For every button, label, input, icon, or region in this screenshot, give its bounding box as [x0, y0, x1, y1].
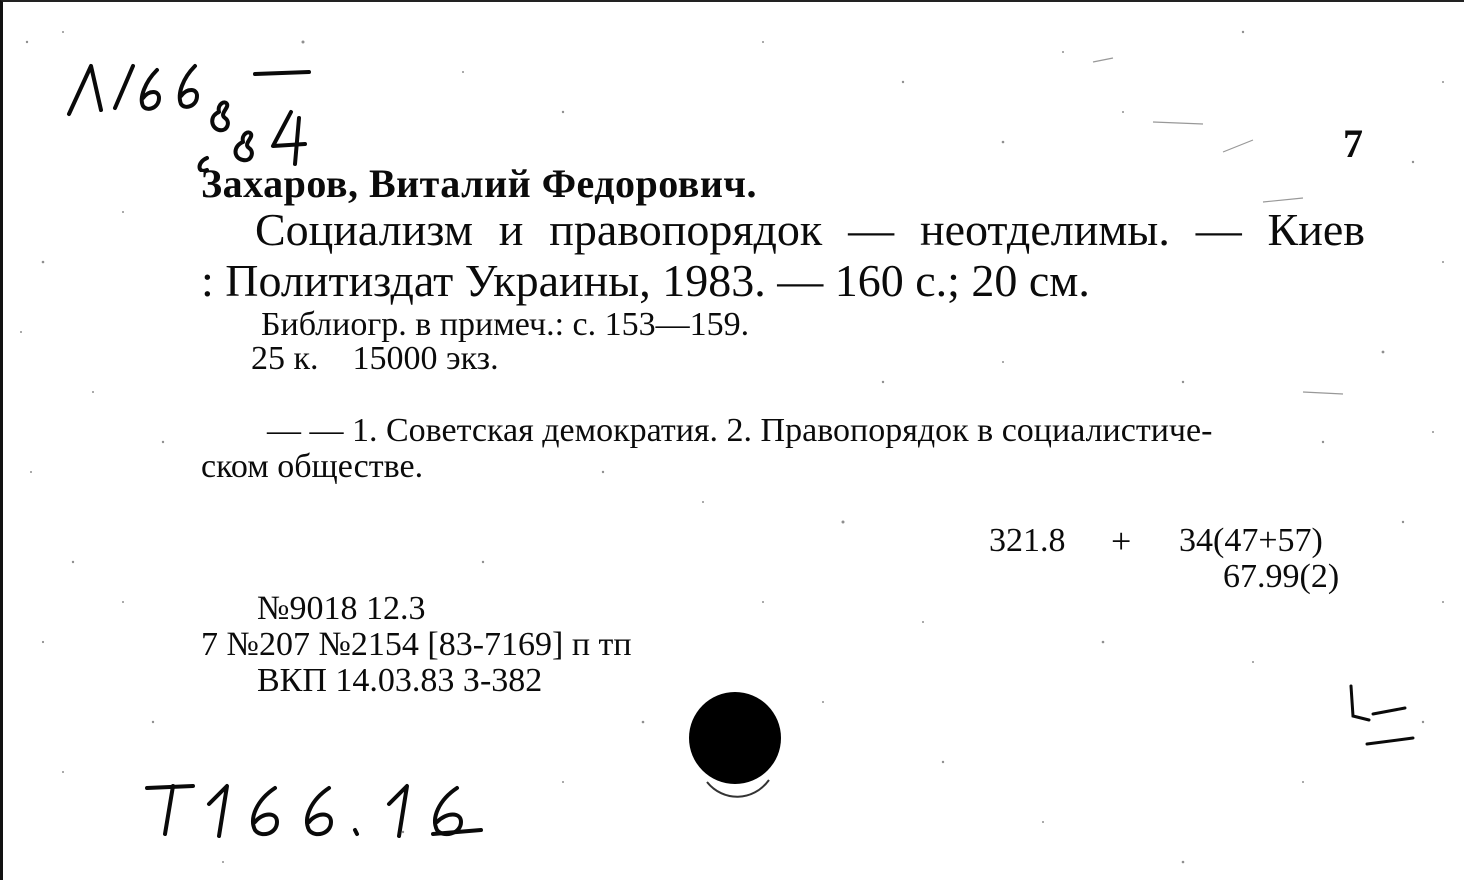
punch-hole-shadow: [703, 772, 773, 808]
handwritten-inventory-number: [59, 52, 329, 172]
title-line-2: : Политиздат Украины, 1983. — 160 с.; 20 см.: [201, 255, 1090, 306]
classification-code-2: 67.99(2): [1223, 558, 1340, 595]
subjects-line-1: — — 1. Советская демократия. 2. Правопорядок в социалистиче-: [267, 412, 1213, 449]
handwritten-shelfmark: [143, 778, 493, 848]
punch-hole: [689, 692, 781, 784]
handwritten-corner-mark: [1343, 682, 1423, 752]
footer-line-1: №9018 12.3: [257, 590, 426, 627]
price-and-print-run: 25 к. 15000 экз.: [251, 340, 499, 377]
card-number: 7: [1343, 121, 1363, 166]
classification-code-1: 34(47+57): [1179, 522, 1323, 559]
bibliography-note: Библиогр. в примеч.: с. 153—159.: [261, 306, 750, 343]
udc-code: 321.8: [989, 522, 1066, 559]
footer-line-3: ВКП 14.03.83 З-382: [257, 662, 543, 699]
subjects-line-2: ском обществе.: [201, 448, 424, 485]
author-heading: Захаров, Виталий Федорович.: [201, 161, 757, 206]
plus-sign: +: [1111, 521, 1132, 561]
title-line-1: Социализм и правопорядок — неотделимы. — Киев: [255, 204, 1365, 255]
footer-line-2: 7 №207 №2154 [83-7169] п тп: [201, 626, 632, 663]
